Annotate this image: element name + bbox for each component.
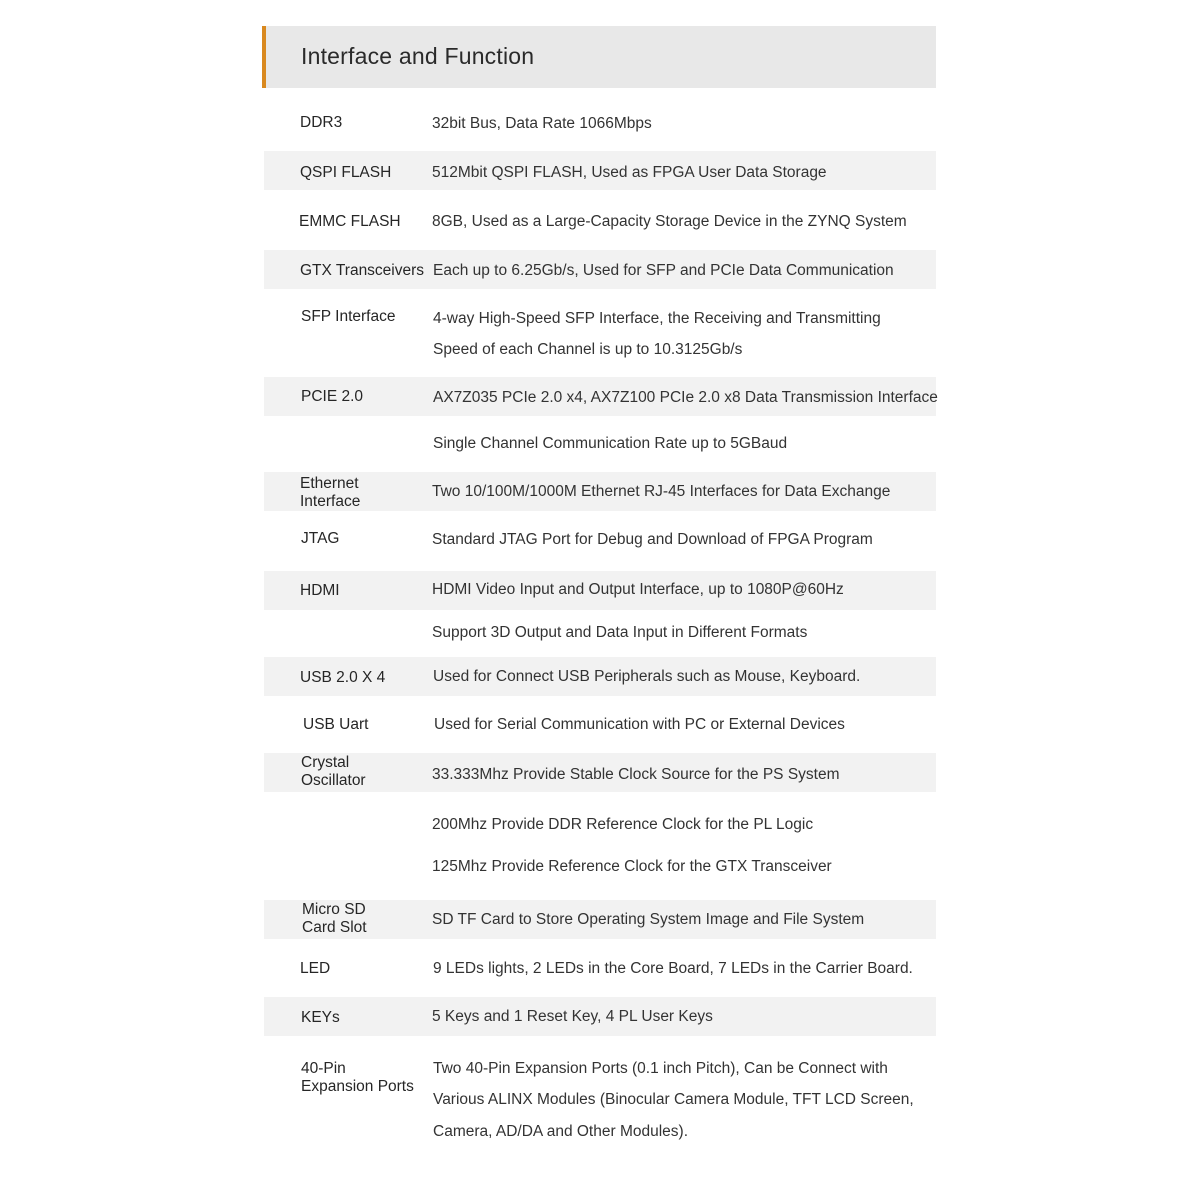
spec-label: Micro SD Card Slot [302, 901, 367, 936]
spec-value: SD TF Card to Store Operating System Image and File System [432, 911, 865, 928]
spec-label: USB Uart [303, 716, 369, 733]
spec-value: Two 10/100M/1000M Ethernet RJ-45 Interfaces for Data Exchange [432, 483, 891, 500]
spec-value: 5 Keys and 1 Reset Key, 4 PL User Keys [432, 1008, 713, 1025]
spec-value: 32bit Bus, Data Rate 1066Mbps [432, 115, 652, 132]
spec-value: Support 3D Output and Data Input in Different Formats [432, 624, 808, 641]
spec-value: Standard JTAG Port for Debug and Download of FPGA Program [432, 531, 873, 548]
spec-row-ddr3 [264, 104, 936, 144]
spec-row-hdmi-continued [264, 614, 936, 652]
spec-value-line-2: Various ALINX Modules (Binocular Camera Module, TFT LCD Screen, [433, 1091, 914, 1108]
spec-value: Used for Connect USB Peripherals such as Mouse, Keyboard. [433, 668, 861, 685]
spec-row-crystal-continued-2 [264, 848, 936, 886]
spec-row-expansion-ports [264, 1050, 936, 1150]
spec-label: LED [300, 960, 331, 977]
spec-label: GTX Transceivers [300, 262, 425, 279]
spec-label: KEYs [301, 1009, 340, 1026]
spec-value-line-1: Two 40-Pin Expansion Ports (0.1 inch Pitch), Can be Connect with [433, 1060, 888, 1077]
spec-row-gtx-transceivers [264, 250, 936, 289]
spec-row-emmc-flash [264, 200, 936, 242]
spec-row-qspi-flash [264, 151, 936, 190]
spec-row-micro-sd [264, 900, 936, 939]
spec-row-keys [264, 997, 936, 1036]
spec-row-usb-2-0 [264, 657, 936, 696]
spec-label: 40-Pin Expansion Ports [301, 1060, 414, 1095]
spec-row-pcie [264, 377, 936, 416]
spec-value-line-2: Speed of each Channel is up to 10.3125Gb/s [433, 341, 743, 358]
spec-value: 9 LEDs lights, 2 LEDs in the Core Board, 7 LEDs in the Carrier Board. [433, 960, 913, 977]
spec-label: SFP Interface [301, 308, 396, 325]
spec-value: AX7Z035 PCIe 2.0 x4, AX7Z100 PCIe 2.0 x8 Data Transmission Interface [433, 389, 938, 406]
spec-value: Used for Serial Communication with PC or External Devices [434, 716, 845, 733]
spec-value-line-1: 4-way High-Speed SFP Interface, the Receiving and Transmitting [433, 310, 881, 327]
spec-row-pcie-continued [264, 424, 936, 464]
spec-row-crystal-oscillator [264, 753, 936, 792]
section-title: Interface and Function [301, 43, 535, 69]
spec-label: EMMC FLASH [299, 213, 401, 230]
spec-row-hdmi [264, 571, 936, 610]
spec-label: DDR3 [300, 114, 343, 131]
section-header [262, 26, 936, 88]
spec-label: QSPI FLASH [300, 164, 392, 181]
spec-label: USB 2.0 X 4 [300, 669, 386, 686]
spec-row-usb-uart [264, 704, 936, 744]
spec-value: Each up to 6.25Gb/s, Used for SFP and PCIe Data Communication [433, 262, 894, 279]
spec-row-led [264, 948, 936, 988]
spec-row-sfp-interface [264, 296, 936, 372]
spec-row-jtag [264, 519, 936, 563]
spec-value: 125Mhz Provide Reference Clock for the GTX Transceiver [432, 858, 832, 875]
spec-value: 8GB, Used as a Large-Capacity Storage Device in the ZYNQ System [432, 213, 907, 230]
spec-row-crystal-continued-1 [264, 806, 936, 844]
spec-value-line-3: Camera, AD/DA and Other Modules). [433, 1123, 689, 1140]
spec-label: PCIE 2.0 [301, 388, 364, 405]
spec-value: 512Mbit QSPI FLASH, Used as FPGA User Data Storage [432, 164, 827, 181]
spec-label: Crystal Oscillator [301, 754, 366, 789]
spec-row-ethernet-interface [264, 472, 936, 511]
spec-value: HDMI Video Input and Output Interface, up to 1080P@60Hz [432, 581, 844, 598]
spec-value: 33.333Mhz Provide Stable Clock Source for the PS System [432, 766, 840, 783]
spec-label: JTAG [301, 530, 340, 547]
spec-value: Single Channel Communication Rate up to 5GBaud [433, 435, 788, 452]
spec-label: Ethernet Interface [300, 475, 361, 510]
spec-label: HDMI [300, 582, 340, 599]
spec-value: 200Mhz Provide DDR Reference Clock for the PL Logic [432, 816, 814, 833]
